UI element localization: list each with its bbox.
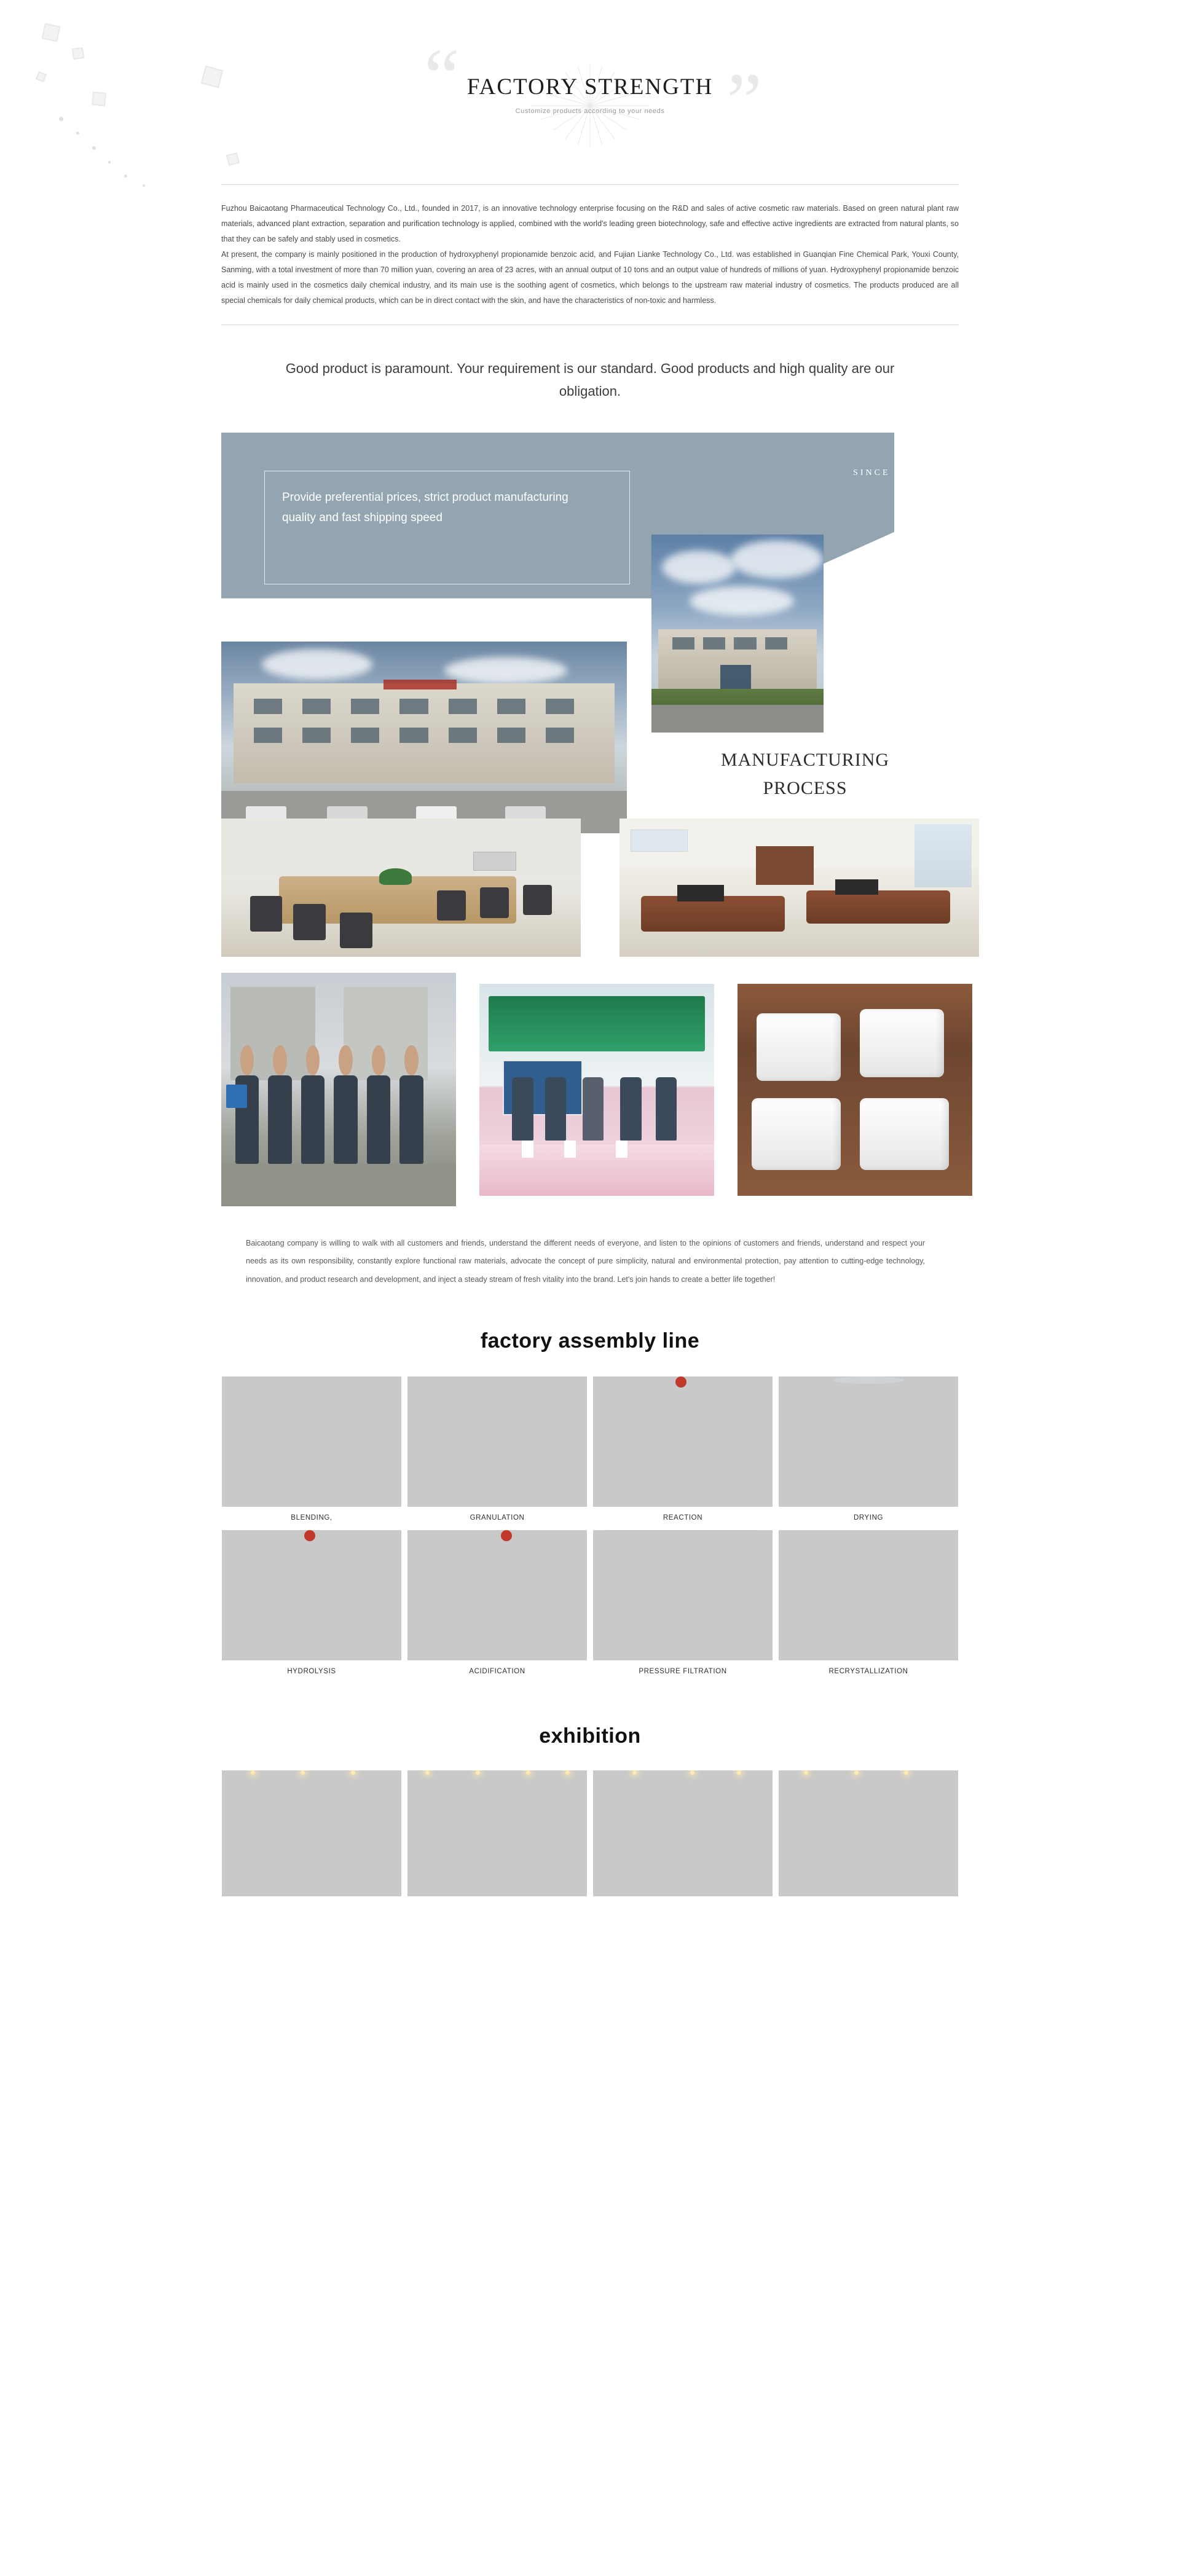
exhibition-item (779, 1770, 958, 1896)
granulation-equipment-photo (407, 1376, 587, 1507)
blending-equipment-photo (222, 1376, 401, 1507)
closing-paragraph: Baicaotang company is willing to walk with all customers and friends, understand the different needs of everyone, and listen to the opinions of customers and friends, understand and respect your needs as its own responsibility, constantly explore functional raw materials, advocate the concept of pure simplicity, natural and environmental protection, pay attention to cutting-edge technology, innovation, and product research and development, and inject a steady stream of fresh vitality into the brand. Let's join hands to create a better life together! (246, 1238, 925, 1284)
office-room-photo (620, 819, 979, 957)
assembly-item-caption: BLENDING, (291, 1514, 332, 1522)
decorative-dot (143, 184, 145, 187)
divider-bottom (221, 324, 959, 325)
exhibition-item (593, 1770, 773, 1896)
manufacturing-line-2: PROCESS (763, 778, 848, 799)
exhibition-photo-1 (222, 1770, 401, 1896)
assembly-line-title: factory assembly line (480, 1329, 700, 1353)
meeting-room-photo (221, 819, 581, 957)
exhibition-photo-4 (779, 1770, 958, 1896)
drying-equipment-photo (779, 1376, 958, 1507)
assembly-item-caption: ACIDIFICATION (469, 1667, 525, 1675)
assembly-item (222, 1376, 401, 1522)
exhibition-title: exhibition (539, 1724, 641, 1748)
hero-text-box (264, 471, 630, 584)
manufacturing-process-heading (676, 746, 934, 803)
manufacturing-line-1: MANUFACTURING (720, 749, 890, 770)
exhibition-item (222, 1770, 401, 1896)
recrystallization-photo (779, 1530, 958, 1660)
since-label: SINCE 2015 (853, 468, 922, 477)
exhibition-photo-3 (593, 1770, 773, 1896)
company-photos-row (221, 973, 959, 1206)
page-title: FACTORY STRENGTH (466, 74, 714, 100)
assembly-item-caption: DRYING (853, 1514, 884, 1522)
divider-top (221, 184, 959, 185)
exhibition-booth-photo (479, 984, 714, 1196)
intro-paragraph-1: Fuzhou Baicaotang Pharmaceutical Technology Co., Ltd., founded in 2017, is an innovative technology enterprise focusing on the R&D and sales of active cosmetic raw materials. Based on green natural plant raw materials, advanced plant extraction, separation and purification technology is applied, combined with the world's leading green biotechnology, safe and effective active ingredients are extracted from natural plants, so that they can be safely and stably used in cosmetics. (221, 204, 959, 243)
quote-close-icon: ” (726, 57, 762, 146)
product-packaging-photo (738, 984, 972, 1196)
assembly-item-caption: GRANULATION (470, 1514, 525, 1522)
assembly-item (407, 1530, 587, 1675)
exhibition-photo-2 (407, 1770, 587, 1896)
assembly-line-grid (221, 1376, 959, 1675)
assembly-item (779, 1530, 958, 1675)
assembly-item-caption: RECRYSTALLIZATION (828, 1667, 908, 1675)
acidification-equipment-photo (407, 1530, 587, 1660)
assembly-item (407, 1376, 587, 1522)
interior-photos-row (221, 819, 959, 957)
assembly-item (779, 1376, 958, 1522)
intro-paragraph-2: At present, the company is mainly positioned in the production of hydroxyphenyl propionamide benzoic acid, and Fujian Lianke Technology Co., Ltd. was established in Guanqian Fine Chemical Park, Youxi County, Sanming, with a total investment of more than 70 million yuan, covering an area of 23 acres, with an annual output of 10 tons and an output value of hundreds of millions of yuan. Hydroxyphenyl propionamide benzoic acid is mainly used in the cosmetics daily chemical industry, and its main use is the soothing agent of cosmetics, which belongs to the upstream raw material industry of cosmetics. The products produced are all special chemicals for daily chemical products, which can be in direct contact with the skin, and have the characteristics of non-toxic and harmless. (221, 250, 959, 305)
assembly-item (593, 1376, 773, 1522)
intro-section (221, 184, 959, 1933)
page-header (0, 0, 1180, 184)
hydrolysis-equipment-photo (222, 1530, 401, 1660)
office-building-photo (221, 642, 627, 833)
hero-section (221, 433, 959, 799)
assembly-item-caption: REACTION (663, 1514, 703, 1522)
team-outdoor-photo (221, 973, 456, 1206)
slogan-text: Good product is paramount. Your requirement is our standard. Good products and high quality are our obligation. (285, 361, 895, 399)
assembly-item (593, 1530, 773, 1675)
assembly-item-caption: PRESSURE FILTRATION (639, 1667, 727, 1675)
pressure-filtration-photo (593, 1530, 773, 1660)
quote-open-icon: “ (424, 33, 460, 121)
reaction-vessel-photo (593, 1376, 773, 1507)
page-subtitle: Customize products according to your needs (515, 108, 665, 115)
assembly-item-caption: HYDROLYSIS (287, 1667, 336, 1675)
factory-building-photo (651, 535, 824, 732)
exhibition-item (407, 1770, 587, 1896)
hero-box-text: Provide preferential prices, strict product manufacturing quality and fast shipping speed (282, 490, 568, 525)
exhibition-grid (221, 1770, 959, 1896)
assembly-item (222, 1530, 401, 1675)
